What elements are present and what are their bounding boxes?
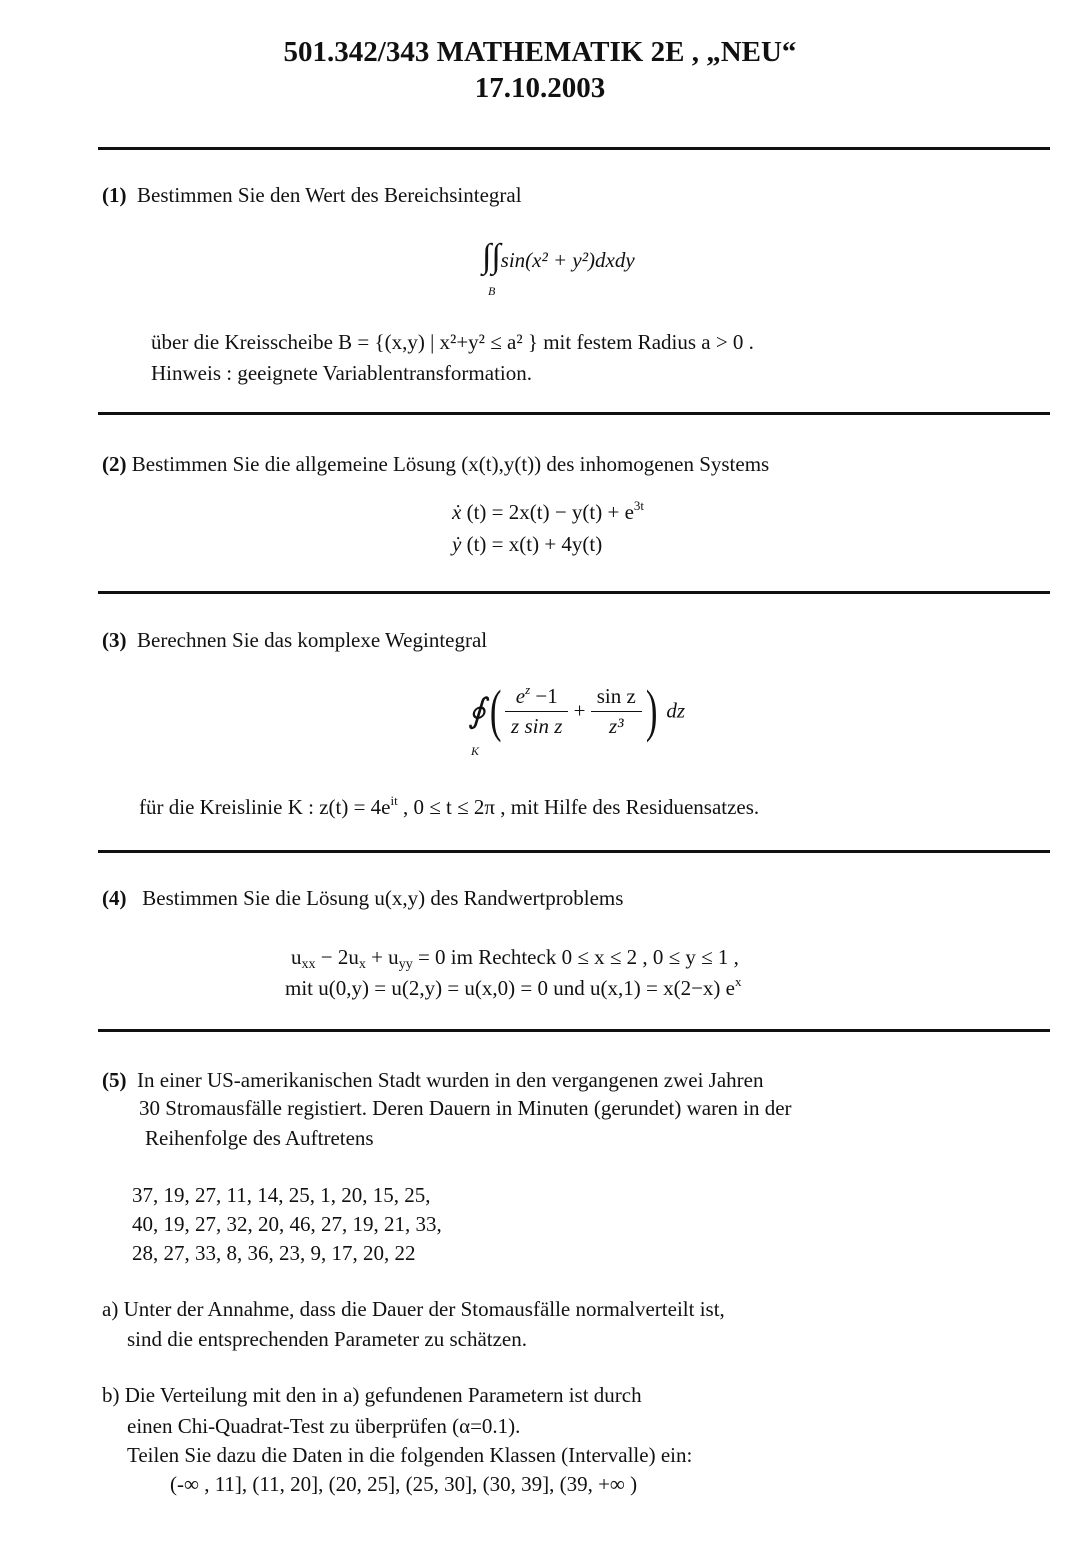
problem-1-line2: Hinweis : geeignete Variablentransformation.: [151, 361, 532, 385]
contour-integral-sign: ∮: [468, 693, 486, 730]
pde-sub-yy: yy: [398, 957, 413, 972]
differential-dz: dz: [666, 698, 686, 723]
part-b-line2: einen Chi-Quadrat-Test zu überprüfen (α=0.1).: [127, 1414, 521, 1438]
system-eq-1: ẋ $(t) = 2x(t) - y(t) + e^{3t}$: [452, 498, 645, 524]
part-a-line1: a) Unter der Annahme, dass die Dauer der Stomausfälle normalverteilt ist,: [102, 1297, 725, 1321]
problem-4-text: Bestimmen Sie die Lösung u(x,y) des Randwertproblems: [142, 886, 624, 910]
problem-5-text3: Reihenfolge des Auftretens: [145, 1126, 374, 1150]
divider: [98, 412, 1050, 415]
integrand: sin(x² + y²)dxdy: [500, 248, 635, 272]
right-paren: ): [645, 678, 658, 743]
problem-2-text: Bestimmen Sie die allgemeine Lösung (x(t),y(t)) des inhomogenen Systems: [131, 452, 770, 476]
part-b-line1: b) Die Verteilung mit den in a) gefundenen Parametern ist durch: [102, 1383, 642, 1407]
divider: [98, 850, 1050, 853]
left-paren: (: [489, 678, 502, 743]
contour-label: K: [471, 744, 480, 758]
problem-3-text: Berechnen Sie das komplexe Wegintegral: [137, 628, 488, 652]
divider: [98, 1029, 1050, 1032]
problem-1-label: (1): [102, 183, 127, 207]
problem-1-text: Bestimmen Sie den Wert des Bereichsintegral: [137, 183, 522, 207]
problem-1-integral: [482, 238, 635, 276]
fraction-2: [591, 684, 642, 739]
problem-3-statement: [102, 628, 487, 653]
exam-date: 17.10.2003: [474, 72, 606, 104]
plus-sign: +: [573, 698, 586, 723]
system-eq-2: ẏ (t) = x(t) + 4y(t): [452, 532, 603, 556]
eq1-text: (t) = 2x(t) − y(t) + e: [466, 500, 634, 524]
problem-5-text2: 30 Stromausfälle registiert. Deren Dauern in Minuten (gerundet) waren in der: [139, 1096, 792, 1120]
double-integral-sign: ∫∫: [482, 238, 501, 275]
pde-term3: + u: [365, 945, 399, 969]
problem-5-text1: In einer US-amerikanischen Stadt wurden in den vergangenen zwei Jahren: [137, 1068, 764, 1092]
data-row-2: 40, 19, 27, 32, 20, 46, 27, 19, 21, 33,: [132, 1212, 442, 1236]
page-title: 501.342/343 MATHEMATIK 2E , „NEU“: [283, 36, 797, 68]
data-row-3: 28, 27, 33, 8, 36, 23, 9, 17, 20, 22: [132, 1241, 416, 1265]
boundary-line: [285, 976, 741, 1001]
problem-3-line-a: für die Kreislinie K : z(t) = 4e: [139, 795, 391, 819]
eq1-exponent: 3t: [633, 498, 645, 513]
problem-4-label: (4): [102, 886, 127, 910]
boundary-exp: x: [734, 974, 742, 989]
problem-2-statement: [102, 452, 769, 477]
problem-3-line-b: , 0 ≤ t ≤ 2π , mit Hilfe des Residuensatzes.: [397, 795, 760, 819]
fraction-1: [505, 681, 568, 739]
eq2-text: (t) = x(t) + 4y(t): [466, 532, 603, 556]
problem-1-line1: über die Kreisscheibe B = {(x,y) | x²+y² ≤ a² } mit festem Radius a > 0 .: [151, 330, 754, 354]
frac1-num-rest: −1: [530, 683, 558, 708]
frac1-den: z sin z: [511, 713, 563, 738]
pde-term2: − 2u: [315, 945, 359, 969]
boundary-text: mit u(0,y) = u(2,y) = u(x,0) = 0 und u(x,1) = x(2−x) e: [285, 976, 735, 1000]
divider: [98, 147, 1050, 150]
pde-u: u: [291, 945, 302, 969]
problem-5-label: (5): [102, 1068, 127, 1092]
data-row-1: 37, 19, 27, 11, 14, 25, 1, 20, 15, 25,: [132, 1183, 431, 1207]
problem-2-label: (2): [102, 452, 127, 476]
frac1-num-exp: z: [525, 681, 531, 697]
pde-line: [291, 945, 739, 970]
part-b-line3: Teilen Sie dazu die Daten in die folgenden Klassen (Intervalle) ein:: [127, 1443, 693, 1467]
frac2-num: sin z: [591, 684, 642, 712]
problem-3-label: (3): [102, 628, 127, 652]
problem-1-statement: [102, 183, 522, 208]
part-a-line2: sind die entsprechenden Parameter zu schätzen.: [127, 1327, 527, 1351]
problem-4-statement: [102, 886, 623, 911]
problem-3-integral: [468, 678, 686, 743]
part-b-intervals: (-∞ , 11], (11, 20], (20, 25], (25, 30], (30, 39], (39, +∞ ): [170, 1472, 638, 1496]
problem-5-statement: [102, 1068, 763, 1093]
integral-domain: B: [488, 284, 496, 298]
pde-sub-xx: xx: [301, 957, 316, 972]
frac2-den: z³: [609, 713, 624, 738]
frac1-num-base: e: [515, 683, 526, 708]
divider: [98, 591, 1050, 594]
pde-sub-x: x: [358, 957, 366, 972]
problem-3-line: [139, 795, 759, 820]
pde-rest: = 0 im Rechteck 0 ≤ x ≤ 2 , 0 ≤ y ≤ 1 ,: [412, 945, 739, 969]
problem-3-line-exp: it: [390, 793, 398, 808]
